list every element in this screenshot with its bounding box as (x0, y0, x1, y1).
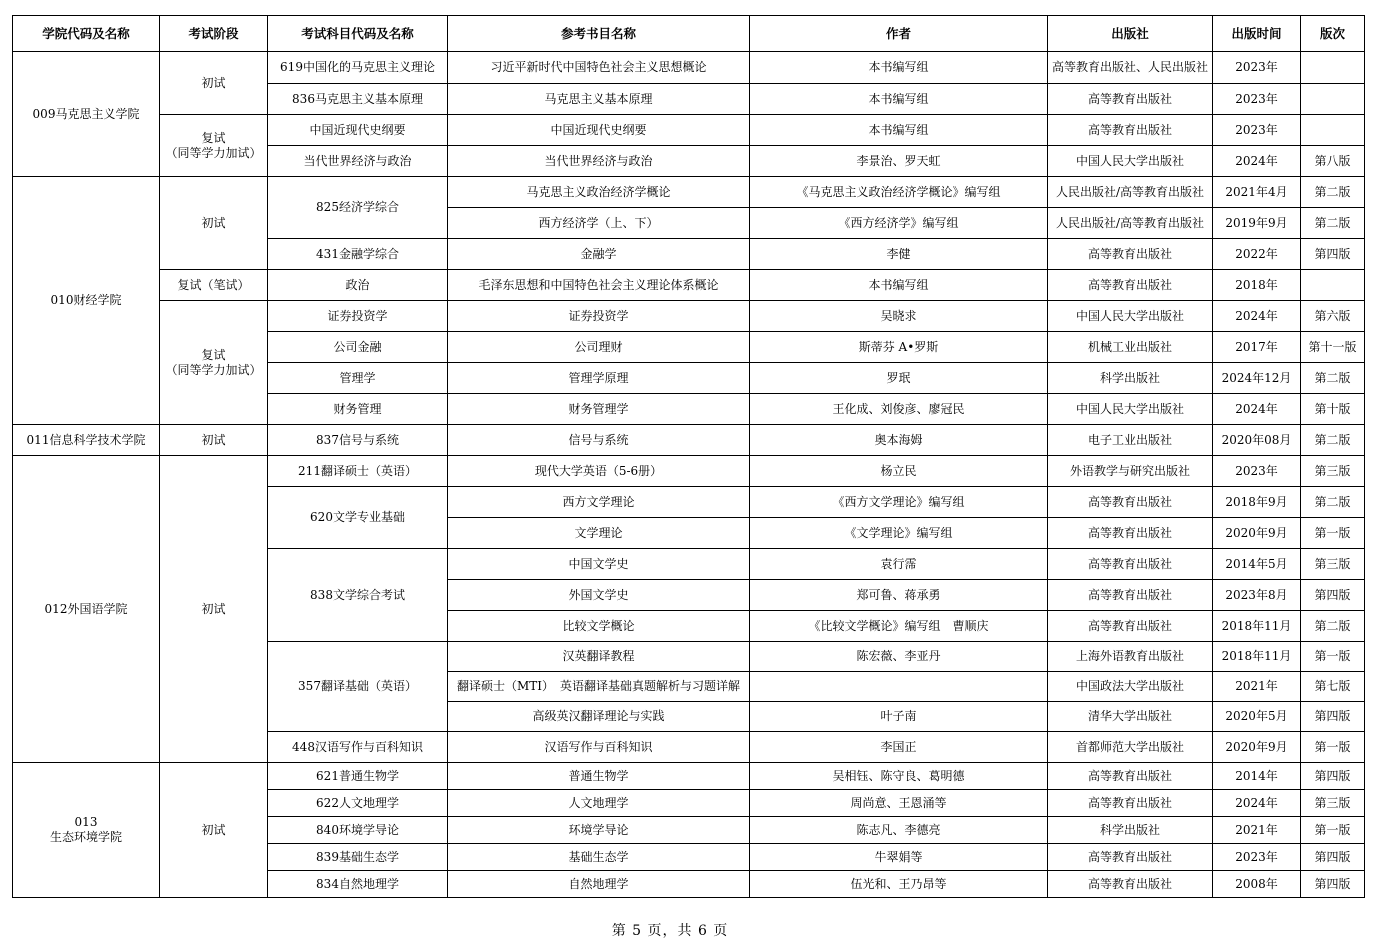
publisher-cell: 中国人民大学出版社 (1048, 301, 1213, 332)
publisher-cell: 高等教育出版社 (1048, 518, 1213, 549)
college-cell: 010财经学院 (13, 177, 160, 425)
publisher-cell: 人民出版社/高等教育出版社 (1048, 177, 1213, 208)
edition-cell: 第三版 (1301, 790, 1365, 817)
subject-cell: 621普通生物学 (268, 763, 448, 790)
book-cell: 西方经济学（上、下） (448, 208, 750, 239)
publisher-cell: 上海外语教育出版社 (1048, 642, 1213, 672)
book-cell: 公司理财 (448, 332, 750, 363)
book-cell: 中国近现代史纲要 (448, 115, 750, 146)
author-cell: 杨立民 (750, 456, 1048, 487)
publisher-cell: 高等教育出版社、人民出版社 (1048, 52, 1213, 84)
subject-cell: 620文学专业基础 (268, 487, 448, 549)
date-cell: 2024年 (1213, 301, 1301, 332)
book-cell: 翻译硕士（MTI） 英语翻译基础真题解析与习题详解 (448, 672, 750, 702)
subject-cell: 838文学综合考试 (268, 549, 448, 642)
reference-book-table (12, 15, 1365, 898)
stage-cell: 初试 (160, 456, 268, 763)
book-cell: 比较文学概论 (448, 611, 750, 642)
stage-cell: 初试 (160, 177, 268, 270)
edition-cell: 第二版 (1301, 363, 1365, 394)
stage-cell: 初试 (160, 763, 268, 898)
subject-cell: 管理学 (268, 363, 448, 394)
table-row (13, 301, 1365, 332)
author-cell: 李国正 (750, 732, 1048, 763)
date-cell: 2024年 (1213, 790, 1301, 817)
date-cell: 2020年9月 (1213, 732, 1301, 763)
edition-cell: 第四版 (1301, 844, 1365, 871)
author-cell: 《马克思主义政治经济学概论》编写组 (750, 177, 1048, 208)
book-cell: 习近平新时代中国特色社会主义思想概论 (448, 52, 750, 84)
subject-cell: 840环境学导论 (268, 817, 448, 844)
date-cell: 2014年 (1213, 763, 1301, 790)
publisher-cell: 高等教育出版社 (1048, 239, 1213, 270)
book-cell: 毛泽东思想和中国特色社会主义理论体系概论 (448, 270, 750, 301)
edition-cell (1301, 52, 1365, 84)
stage-cell: 初试 (160, 52, 268, 115)
date-cell: 2020年9月 (1213, 518, 1301, 549)
author-cell: 李健 (750, 239, 1048, 270)
date-cell: 2024年 (1213, 394, 1301, 425)
header-date: 出版时间 (1213, 16, 1301, 52)
date-cell: 2023年 (1213, 456, 1301, 487)
edition-cell: 第二版 (1301, 487, 1365, 518)
date-cell: 2020年08月 (1213, 425, 1301, 456)
publisher-cell: 高等教育出版社 (1048, 84, 1213, 115)
date-cell: 2018年9月 (1213, 487, 1301, 518)
author-cell: 《西方文学理论》编写组 (750, 487, 1048, 518)
book-cell: 中国文学史 (448, 549, 750, 580)
date-cell: 2021年 (1213, 672, 1301, 702)
date-cell: 2020年5月 (1213, 702, 1301, 732)
edition-cell: 第四版 (1301, 763, 1365, 790)
edition-cell: 第一版 (1301, 518, 1365, 549)
edition-cell (1301, 270, 1365, 301)
book-cell: 环境学导论 (448, 817, 750, 844)
author-cell: 周尚意、王恩涌等 (750, 790, 1048, 817)
publisher-cell: 科学出版社 (1048, 363, 1213, 394)
book-cell: 马克思主义基本原理 (448, 84, 750, 115)
publisher-cell: 高等教育出版社 (1048, 270, 1213, 301)
publisher-cell: 高等教育出版社 (1048, 115, 1213, 146)
subject-cell: 825经济学综合 (268, 177, 448, 239)
publisher-cell: 中国人民大学出版社 (1048, 146, 1213, 177)
table-row (13, 177, 1365, 208)
book-cell: 财务管理学 (448, 394, 750, 425)
author-cell: 叶子南 (750, 702, 1048, 732)
edition-cell (1301, 115, 1365, 146)
edition-cell: 第二版 (1301, 611, 1365, 642)
header-row (13, 16, 1365, 52)
author-cell: 斯蒂芬 A•罗斯 (750, 332, 1048, 363)
edition-cell: 第七版 (1301, 672, 1365, 702)
subject-cell: 837信号与系统 (268, 425, 448, 456)
stage-cell: 复试（笔试） (160, 270, 268, 301)
date-cell: 2019年9月 (1213, 208, 1301, 239)
edition-cell: 第二版 (1301, 177, 1365, 208)
book-cell: 管理学原理 (448, 363, 750, 394)
subject-cell: 357翻译基础（英语） (268, 642, 448, 732)
subject-cell: 公司金融 (268, 332, 448, 363)
edition-cell: 第四版 (1301, 580, 1365, 611)
author-cell: 《比较文学概论》编写组 曹顺庆 (750, 611, 1048, 642)
author-cell: 陈宏薇、李亚丹 (750, 642, 1048, 672)
date-cell: 2018年11月 (1213, 642, 1301, 672)
college-cell: 012外国语学院 (13, 456, 160, 763)
book-cell: 信号与系统 (448, 425, 750, 456)
college-cell: 013 生态环境学院 (13, 763, 160, 898)
book-cell: 西方文学理论 (448, 487, 750, 518)
publisher-cell: 外语教学与研究出版社 (1048, 456, 1213, 487)
table-row (13, 456, 1365, 487)
header-author: 作者 (750, 16, 1048, 52)
date-cell: 2023年 (1213, 844, 1301, 871)
book-cell: 普通生物学 (448, 763, 750, 790)
date-cell: 2018年 (1213, 270, 1301, 301)
publisher-cell: 人民出版社/高等教育出版社 (1048, 208, 1213, 239)
author-cell: 袁行霈 (750, 549, 1048, 580)
book-cell: 人文地理学 (448, 790, 750, 817)
author-cell: 本书编写组 (750, 270, 1048, 301)
publisher-cell: 高等教育出版社 (1048, 790, 1213, 817)
author-cell: 本书编写组 (750, 84, 1048, 115)
date-cell: 2023年 (1213, 52, 1301, 84)
subject-cell: 619中国化的马克思主义理论 (268, 52, 448, 84)
stage-cell: 复试 （同等学力加试） (160, 301, 268, 425)
date-cell: 2023年 (1213, 115, 1301, 146)
header-publisher: 出版社 (1048, 16, 1213, 52)
book-cell: 当代世界经济与政治 (448, 146, 750, 177)
college-cell: 011信息科学技术学院 (13, 425, 160, 456)
author-cell: 吴相钰、陈守良、葛明德 (750, 763, 1048, 790)
subject-cell: 财务管理 (268, 394, 448, 425)
subject-cell: 836马克思主义基本原理 (268, 84, 448, 115)
author-cell: 李景治、罗天虹 (750, 146, 1048, 177)
edition-cell: 第一版 (1301, 642, 1365, 672)
stage-cell: 初试 (160, 425, 268, 456)
book-cell: 汉英翻译教程 (448, 642, 750, 672)
subject-cell: 政治 (268, 270, 448, 301)
publisher-cell: 科学出版社 (1048, 817, 1213, 844)
date-cell: 2021年4月 (1213, 177, 1301, 208)
date-cell: 2024年 (1213, 146, 1301, 177)
publisher-cell: 高等教育出版社 (1048, 844, 1213, 871)
author-cell: 郑可鲁、蒋承勇 (750, 580, 1048, 611)
subject-cell: 证券投资学 (268, 301, 448, 332)
author-cell: 陈志凡、李德亮 (750, 817, 1048, 844)
table-row (13, 763, 1365, 790)
book-cell: 证券投资学 (448, 301, 750, 332)
edition-cell: 第四版 (1301, 702, 1365, 732)
page-footer: 第 5 页，共 6 页 (611, 923, 729, 939)
book-cell: 现代大学英语（5-6册） (448, 456, 750, 487)
edition-cell: 第四版 (1301, 871, 1365, 898)
edition-cell: 第三版 (1301, 549, 1365, 580)
date-cell: 2018年11月 (1213, 611, 1301, 642)
college-cell: 009马克思主义学院 (13, 52, 160, 177)
publisher-cell: 高等教育出版社 (1048, 549, 1213, 580)
edition-cell: 第二版 (1301, 208, 1365, 239)
subject-cell: 431金融学综合 (268, 239, 448, 270)
subject-cell: 834自然地理学 (268, 871, 448, 898)
book-cell: 基础生态学 (448, 844, 750, 871)
publisher-cell: 高等教育出版社 (1048, 763, 1213, 790)
publisher-cell: 机械工业出版社 (1048, 332, 1213, 363)
book-cell: 外国文学史 (448, 580, 750, 611)
edition-cell: 第十版 (1301, 394, 1365, 425)
edition-cell: 第一版 (1301, 817, 1365, 844)
author-cell: 吴晓求 (750, 301, 1048, 332)
date-cell: 2024年12月 (1213, 363, 1301, 394)
author-cell: 牛翠娟等 (750, 844, 1048, 871)
table-row (13, 425, 1365, 456)
author-cell: 本书编写组 (750, 52, 1048, 84)
date-cell: 2021年 (1213, 817, 1301, 844)
date-cell: 2014年5月 (1213, 549, 1301, 580)
header-edition: 版次 (1301, 16, 1365, 52)
edition-cell: 第六版 (1301, 301, 1365, 332)
date-cell: 2023年8月 (1213, 580, 1301, 611)
publisher-cell: 电子工业出版社 (1048, 425, 1213, 456)
header-college: 学院代码及名称 (13, 16, 160, 52)
date-cell: 2023年 (1213, 84, 1301, 115)
edition-cell: 第十一版 (1301, 332, 1365, 363)
book-cell: 汉语写作与百科知识 (448, 732, 750, 763)
subject-cell: 839基础生态学 (268, 844, 448, 871)
header-book: 参考书目名称 (448, 16, 750, 52)
publisher-cell: 高等教育出版社 (1048, 611, 1213, 642)
table-row (13, 270, 1365, 301)
book-cell: 金融学 (448, 239, 750, 270)
publisher-cell: 高等教育出版社 (1048, 580, 1213, 611)
subject-cell: 中国近现代史纲要 (268, 115, 448, 146)
date-cell: 2022年 (1213, 239, 1301, 270)
publisher-cell: 中国政法大学出版社 (1048, 672, 1213, 702)
author-cell: 奥本海姆 (750, 425, 1048, 456)
author-cell: 伍光和、王乃昂等 (750, 871, 1048, 898)
edition-cell: 第三版 (1301, 456, 1365, 487)
author-cell: 本书编写组 (750, 115, 1048, 146)
publisher-cell: 首都师范大学出版社 (1048, 732, 1213, 763)
book-cell: 高级英汉翻译理论与实践 (448, 702, 750, 732)
author-cell: 罗珉 (750, 363, 1048, 394)
edition-cell: 第一版 (1301, 732, 1365, 763)
header-subject: 考试科目代码及名称 (268, 16, 448, 52)
publisher-cell: 高等教育出版社 (1048, 487, 1213, 518)
table-row (13, 52, 1365, 84)
publisher-cell: 中国人民大学出版社 (1048, 394, 1213, 425)
stage-cell: 复试 （同等学力加试） (160, 115, 268, 177)
subject-cell: 622人文地理学 (268, 790, 448, 817)
subject-cell: 当代世界经济与政治 (268, 146, 448, 177)
publisher-cell: 高等教育出版社 (1048, 871, 1213, 898)
author-cell: 《西方经济学》编写组 (750, 208, 1048, 239)
header-stage: 考试阶段 (160, 16, 268, 52)
edition-cell (1301, 84, 1365, 115)
publisher-cell: 清华大学出版社 (1048, 702, 1213, 732)
edition-cell: 第八版 (1301, 146, 1365, 177)
date-cell: 2008年 (1213, 871, 1301, 898)
subject-cell: 211翻译硕士（英语） (268, 456, 448, 487)
author-cell (750, 672, 1048, 702)
table-row (13, 115, 1365, 146)
book-cell: 马克思主义政治经济学概论 (448, 177, 750, 208)
author-cell: 王化成、刘俊彦、廖冠民 (750, 394, 1048, 425)
book-cell: 自然地理学 (448, 871, 750, 898)
date-cell: 2017年 (1213, 332, 1301, 363)
edition-cell: 第二版 (1301, 425, 1365, 456)
book-cell: 文学理论 (448, 518, 750, 549)
author-cell: 《文学理论》编写组 (750, 518, 1048, 549)
subject-cell: 448汉语写作与百科知识 (268, 732, 448, 763)
edition-cell: 第四版 (1301, 239, 1365, 270)
